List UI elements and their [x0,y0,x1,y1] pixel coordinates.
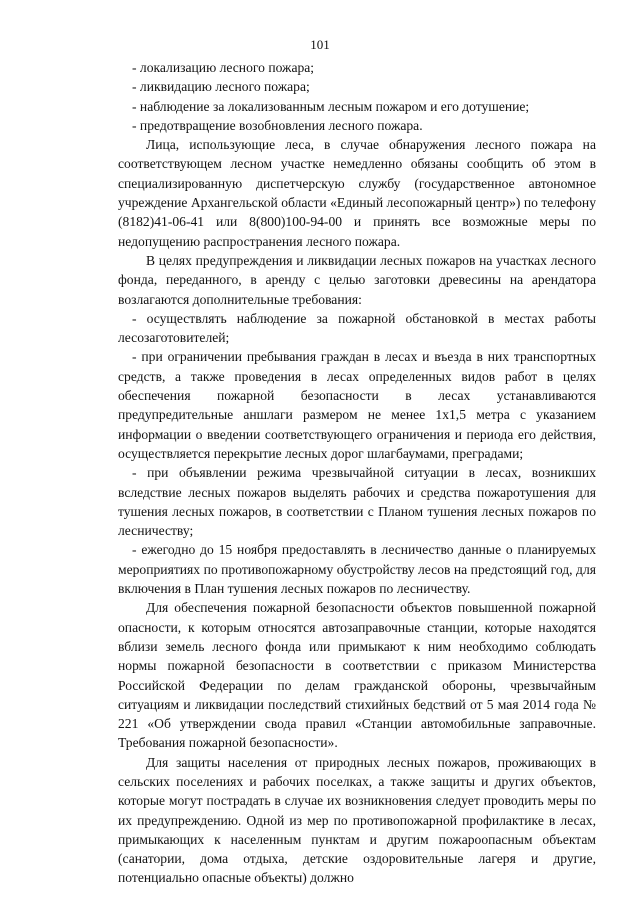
paragraph: Для защиты населения от природных лесных пожаров, проживающих в сельских поселениях и рабочих поселках, а также защиты и других объектов, которые могут пострадать в случае их возникновения следует проводить меры по их предупреждению. Одной из мер по противопожарной профилактике в лесах, примыкающих к населенным пунктам и другим пожароопасным объектам (санатории, дома отдыха, детские оздоровительные лагеря и другие, потенциально опасные объекты) должно [118,754,596,886]
list-item: - при объявлении режима чрезвычайной ситуации в лесах, возникших вследствие лесных пожаров выделять рабочих и средства пожаротушения для тушения лесных пожаров, в соответствии с Планом тушения лесных пожаров по лесничеству; [118,465,596,539]
list-item: - ликвидацию лесного пожара; [132,79,310,95]
list-item: - при ограничении пребывания граждан в лесах и въезда в них транспортных средств, а также проведения в лесах определенных видов работ в целях обеспечения пожарной безопасности в лесах устанавливаются предупредительные аншлаги размером не менее 1х1,5 метра с указанием информации о введении соответствующего ограничения и периода его действия, осуществляется перекрытие лесных дорог шлагбаумами, преградами; [118,349,596,461]
list-item: - ежегодно до 15 ноября предоставлять в лесничество данные о планируемых мероприятиях по противопожарному обустройству лесов на предстоящий год, для включения в План тушения лесных пожаров по лесничеству. [118,542,596,597]
paragraph: В целях предупреждения и ликвидации лесных пожаров на участках лесного фонда, переданного, в аренду с целью заготовки древесины на арендатора возлагаются дополнительные требования: [118,252,596,307]
paragraph: Для обеспечения пожарной безопасности объектов повышенной пожарной опасности, к которым относятся автозаправочные станции, которые находятся вблизи земель лесного фонда или примыкают к ним необходимо соблюдать нормы пожарной безопасности в соответствии с приказом Министерства Российской Федерации по делам гражданской обороны, чрезвычайным ситуациям и ликвидации последствий стихийных бедствий от 5 мая 2014 года № 221 «Об утверждении свода правил «Станции автомобильные заправочные. Требования пожарной безопасности». [118,600,596,751]
document-body [118,58,596,888]
paragraph: Лица, использующие леса, в случае обнаружения лесного пожара на соответствующем лесном участке немедленно обязаны сообщить об этом в специализированную диспетчерскую службу (государственное автономное учреждение Архангельской области «Единый лесопожарный центр») по телефону (8182)41-06-41 или 8(800)100-94-00 и принять все возможные меры по недопущению распространения лесного пожара. [118,137,596,249]
list-item: - наблюдение за локализованным лесным пожаром и его дотушение; [132,98,530,114]
page-number: 101 [310,37,330,52]
list-item: - осуществлять наблюдение за пожарной обстановкой в местах работы лесозаготовителей; [118,310,596,346]
list-item: - локализацию лесного пожара; [132,60,315,75]
list-item: - предотвращение возобновления лесного пожара. [132,117,423,133]
